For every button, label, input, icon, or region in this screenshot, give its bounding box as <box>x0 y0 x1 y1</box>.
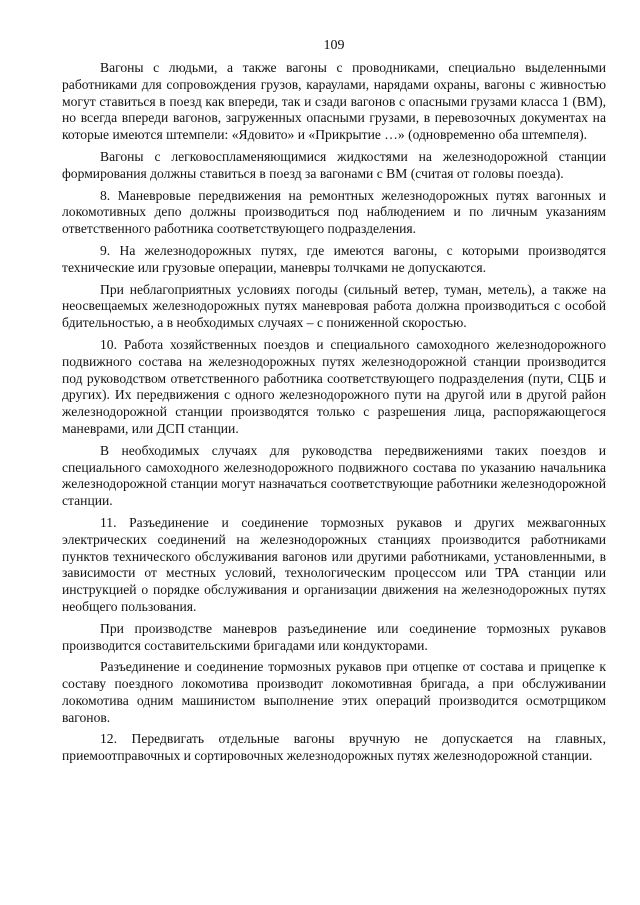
document-page <box>62 38 606 770</box>
paragraph-item-12: 12. Передвигать отдельные вагоны вручную не допускается на главных, приемоотправочных и сортировочных железнодорожных путях железнодорожной станции. <box>62 731 606 764</box>
paragraph-item-10: 10. Работа хозяйственных поездов и специального самоходного железнодорожного подвижного состава на железнодорожных путях железнодорожной станции производится под руководством ответственного работника соответствующего подразделения (пути, СЦБ и других). Их передвижения с одного железнодорожного пути на другой или в другой район железнодорожной станции производятся только с разрешения лица, распоряжающегося маневрами, или ДСП станции. <box>62 336 606 436</box>
paragraph-weather-conditions: При неблагоприятных условиях погоды (сильный ветер, туман, метель), а также на неосвещаемых железнодорожных путях маневровая работа должна производиться с особой бдительностью, а в необходимых случаях – с пониженной скоростью. <box>62 281 606 331</box>
page-number: 109 <box>323 38 345 53</box>
paragraph-station-head-assignment: В необходимых случаях для руководства передвижениями таких поездов и специального самоходного железнодорожного подвижного состава по указанию начальника железнодорожной станции могут назначаться соответствующие работники железнодорожной станции. <box>62 442 606 509</box>
paragraph-shunting-crews: При производстве маневров разъединение или соединение тормозных рукавов производится составительскими бригадами или кондукторами. <box>62 620 606 653</box>
paragraph-locomotive-crew: Разъединение и соединение тормозных рукавов при отцепке от состава и прицепке к составу поездного локомотива производит локомотивная бригада, а при обслуживании локомотива одним машинистом выполнение этих операций производится осмотрщиком вагонов. <box>62 659 606 725</box>
paragraph-item-11: 11. Разъединение и соединение тормозных рукавов и других межвагонных электрических соединений на железнодорожных станциях производится работниками пунктов технического обслуживания вагонов или другими работниками, установленными, в зависимости от местных условий, технологическим процессом или ТРА станции или инструкцией о порядке обслуживания и организации движения на железнодорожных путях необщего пользования. <box>62 514 606 614</box>
paragraph-vagony-s-lyudmi: Вагоны с людьми, а также вагоны с проводниками, специально выделенными работниками для сопровождения грузов, караулами, нарядами охраны, вагоны с живностью могут ставиться в поезд как впереди, так и сзади вагонов с опасными грузами класса 1 (ВМ), но всегда впереди вагонов, загруженных опасными грузами, в перевозочных документах на которые имеются штемпели: «Ядовито» и «Прикрытие …» (одновременно оба штемпеля). <box>62 60 606 143</box>
paragraph-legkovosplamenyayushchiesya: Вагоны с легковоспламеняющимися жидкостями на железнодорожной станции формирования должны ставиться в поезд за вагонами с ВМ (считая от головы поезда). <box>62 148 606 181</box>
paragraph-item-8: 8. Маневровые передвижения на ремонтных железнодорожных путях вагонных и локомотивных депо должны производиться под наблюдением и по личным указаниям ответственного работника соответствующего подразделения. <box>62 187 606 237</box>
paragraph-item-9: 9. На железнодорожных путях, где имеются вагоны, с которыми производятся технические или грузовые операции, маневры толчками не допускаются. <box>62 242 606 275</box>
